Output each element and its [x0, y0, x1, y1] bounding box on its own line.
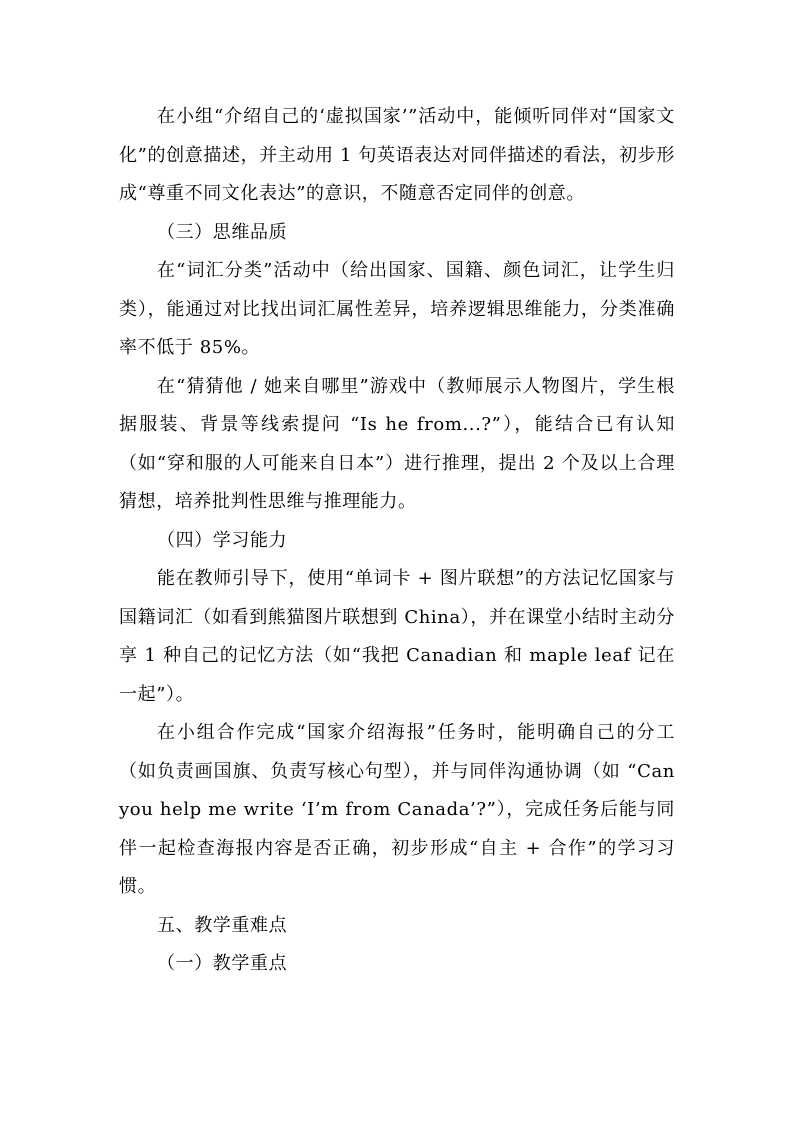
paragraph-vocabulary-classification: 在“词汇分类”活动中（给出国家、国籍、颜色词汇，让学生归类），能通过对比找出词汇属性差异，培养逻辑思维能力，分类准确率不低于 85%。 — [119, 260, 675, 358]
section-heading-key-difficulties: 五、教学重难点 — [157, 914, 288, 936]
paragraph-empathy-activity: 在小组“介绍自己的‘虚拟国家’”活动中，能倾听同伴对“国家文化”的创意描述，并主动用 1 句英语表达对同伴描述的看法，初步形成“尊重不同文化表达”的意识，不随意否定同伴的创意。 — [119, 106, 675, 204]
paragraph-guessing-game: 在“猜猜他 / 她来自哪里”游戏中（教师展示人物图片，学生根据服装、背景等线索提问 “Is he from...?”），能结合已有认知（如“穿和服的人可能来自日本”）进行推理，提出 2 个及以上合理猜想，培养批判性思维与推理能力。 — [119, 375, 675, 512]
paragraph-group-poster: 在小组合作完成“国家介绍海报”任务时，能明确自己的分工（如负责画国旗、负责写核心句型），并与同伴沟通协调（如 “Can you help me write ‘I’m from Canada’?”），完成任务后能与同伴一起检查海报内容是否正确，初步形成“自主 + 合作”的学习习惯。 — [119, 722, 675, 897]
section-heading-thinking-quality: （三）思维品质 — [157, 221, 288, 243]
section-heading-teaching-focus: （一）教学重点 — [157, 953, 288, 974]
paragraph-memory-method: 能在教师引导下，使用“单词卡 + 图片联想”的方法记忆国家与国籍词汇（如看到熊猫图片联想到 China），并在课堂小结时主动分享 1 种自己的记忆方法（如“我把 Canadian 和 maple leaf 记在一起”）。 — [119, 568, 675, 705]
document-body — [119, 98, 675, 984]
section-heading-learning-ability: （四）学习能力 — [157, 529, 288, 551]
